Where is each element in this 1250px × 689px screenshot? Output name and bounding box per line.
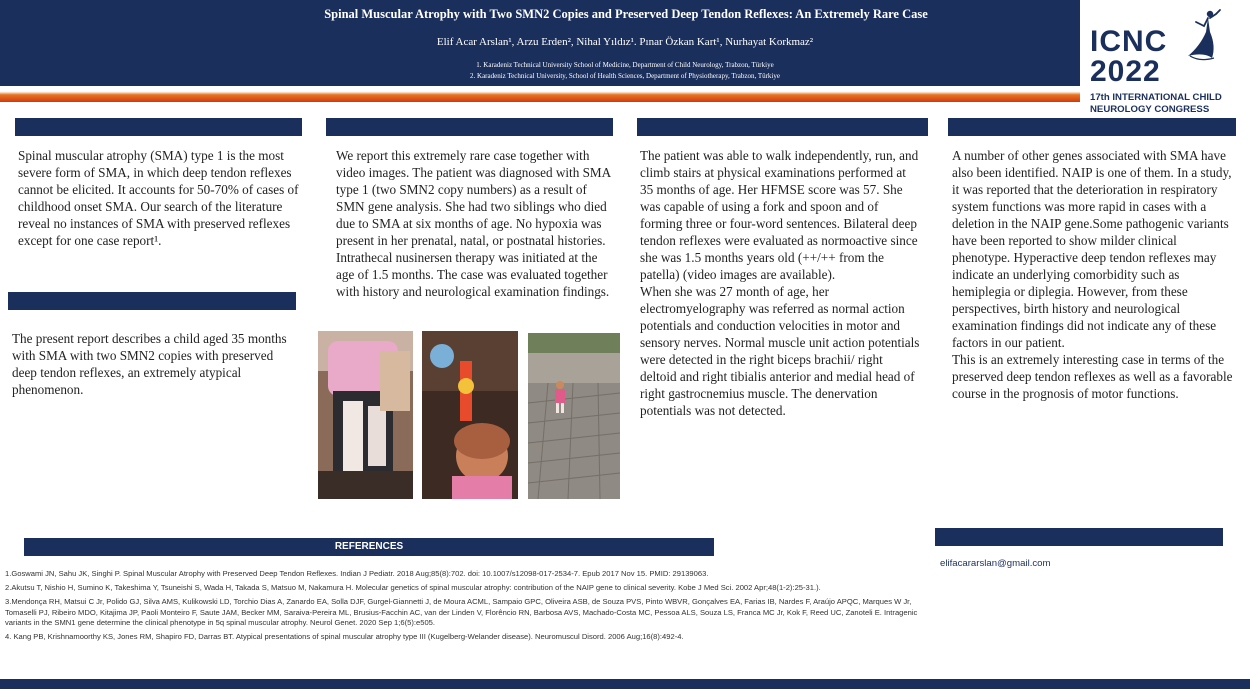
- header-stripe: [0, 86, 1080, 102]
- section-bar-case: [326, 118, 613, 136]
- affiliation-1: 1. Karadeniz Technical University School of Medicine, Department of Child Neurology, Trabzon, Türkiye: [476, 61, 774, 69]
- logo-subtitle-line2: NEUROLOGY CONGRESS: [1090, 104, 1210, 115]
- affiliation-2: 2. Karadeniz Technical University, School of Health Sciences, Department of Physiotherapy, Trabzon, Türkiye: [470, 72, 780, 80]
- section-bar-discussion: [948, 118, 1236, 136]
- poster-title: Spinal Muscular Atrophy with Two SMN2 Copies and Preserved Deep Tendon Reflexes: An Extremely Rare Case: [324, 7, 928, 21]
- reference-item-2: 2.Akutsu T, Nishio H, Sumino K, Takeshima Y, Tsuneishi S, Wada H, Takada S, Matsuo M, Nakamura H. Molecular genetics of spinal muscular atrophy: contribution of the NAIP gene to clinical severity. Kobe J Med Sci. 2002 Apr;48(1-2):25-31.).: [5, 583, 821, 592]
- introduction-paragraph: Spinal muscular atrophy (SMA) type 1 is the most severe form of SMA, in which deep tendon reflexes cannot be elicited. It accounts for 50-70% of cases of childhood onset SMA. Our search of the literature reveal no instances of SMA with preserved reflexes except for one case report¹.: [18, 148, 299, 248]
- discussion-paragraph-2: This is an extremely interesting case in terms of the preserved deep tendon reflexes as well as a favorable course in the prognosis of motor functions.: [952, 352, 1233, 401]
- logo-icnc: ICNC: [1090, 25, 1168, 58]
- references-list: [5, 569, 920, 646]
- discussion-text: [952, 147, 1234, 402]
- footer-bar: [0, 679, 1250, 689]
- section-bar-contact: [935, 528, 1223, 546]
- findings-paragraph-1: The patient was able to walk independently, run, and climb stairs at physical examinations performed at 35 months of age. Her HFMSE score was 57. She was capable of using a fork and spoon and of forming three or four-word sentences. Bilateral deep tendon reflexes were evaluated as normoactive since she was 1.5 months years old (++/++ from the patella) (video images are available).: [640, 148, 919, 282]
- findings-text: [640, 147, 920, 419]
- logo-year: 2022: [1090, 55, 1161, 88]
- logo-subtitle-line1: 17th INTERNATIONAL CHILD: [1090, 92, 1222, 103]
- section-bar-findings: [637, 118, 928, 136]
- reference-item-4: 4. Kang PB, Krishnamoorthy KS, Jones RM, Shapiro FD, Darras BT. Atypical presentations of spinal muscular atrophy type III (Kugelberg-Welander disease). Neuromuscul Disord. 2006 Aug;16(8):492-4.: [5, 632, 684, 641]
- section-bar-objective: [8, 292, 296, 310]
- patient-photo-toys: [422, 331, 518, 499]
- logo-subtitle: [1090, 92, 1250, 116]
- case-text: [336, 147, 616, 300]
- patient-photo-reflex-exam: [318, 331, 413, 499]
- patient-photo-walking: [528, 333, 620, 499]
- author-list: Elif Acar Arslan¹, Arzu Erden², Nihal Yıldız¹. Pınar Özkan Kart¹, Nurhayat Korkmaz²: [436, 36, 814, 48]
- objective-paragraph: The present report describes a child aged 35 months with SMA with two SMN2 copies with preserved deep tendon reflexes, an extremely atypical phenomenon.: [12, 331, 287, 397]
- discussion-paragraph-1: A number of other genes associated with SMA have also been identified. NAIP is one of them. In a study, it was reported that the deterioration in respiratory system functions was more rapid in cases with a deletion in the NAIP gene.Some pathogenic variants have been reported to show milder clinical phenotype. Hyperactive deep tendon reflexes may indicate an underlying comorbidity such as hemiplegia or diplegia. However, from these perspectives, birth history and neurological examination findings did not indicate any of these factors in our patient.: [952, 148, 1232, 350]
- whirling-dervish-icon: [1170, 6, 1232, 68]
- reference-item-3: 3.Mendonça RH, Matsui C Jr, Polido GJ, Silva AMS, Kulikowski LD, Torchio Dias A, Zanardo EA, Solla DJF, Gurgel-Giannetti J, de Moura ACML, Sampaio GPC, Oliveira ASB, de Souza PVS, Pinto WBVR, Gonçalves EA, Farias IB, Nardes F, Araújo APQC, Marques W Jr, Tomaselli PJ, Ribeiro MDO, Kitajima JP, Paoli Monteiro F, Saute JAM, Becker MM, Saraiva-Pereira ML, Brusius-Facchin AC, van der Linden V, Florêncio RN, Barbosa AVS, Machado-Costa MC, Pessoa ALS, Souza LS, Franca MC Jr, Kok F, Reed UC, Zanoteli E. Intragenic variants in the SMN1 gene determine the clinical phenotype in 5q spinal muscular atrophy. Neurol Genet. 2020 Sep 1;6(5):e505.: [5, 597, 918, 627]
- reference-item-1: 1.Goswami JN, Sahu JK, Singhi P. Spinal Muscular Atrophy with Preserved Deep Tendon Reflexes. Indian J Pediatr. 2018 Aug;85(8):702. doi: 10.1007/s12098-017-2534-7. Epub 2017 Nov 15. PMID: 29139063.: [5, 569, 709, 578]
- references-heading: REFERENCES: [24, 538, 714, 556]
- findings-paragraph-2: When she was 27 month of age, her electromyelography was referred as normal action potentials and conduction velocities in motor and sensory nerves. Normal muscle unit action potentials were detected in the right biceps brachii/ right deltoid and right tibialis anterior and medial head of right gastrocnemius muscle. The denervation potentials was not detected.: [640, 284, 920, 418]
- contact-email[interactable]: elifacararslan@gmail.com: [940, 558, 1051, 569]
- case-paragraph: We report this extremely rare case together with video images. The patient was diagnosed with SMA type 1 (two SMN2 copy numbers) as a result of SMN gene analysis. She had two siblings who died due to SMA at six months of age. No hypoxia was present in her prenatal, natal, or postnatal histories. Intrathecal nusinersen therapy was initiated at the age of 1.5 months. The case was evaluated together with history and neurological examination findings.: [336, 148, 611, 299]
- section-bar-introduction: [15, 118, 302, 136]
- objective-text: [12, 330, 294, 398]
- introduction-text: [18, 147, 300, 249]
